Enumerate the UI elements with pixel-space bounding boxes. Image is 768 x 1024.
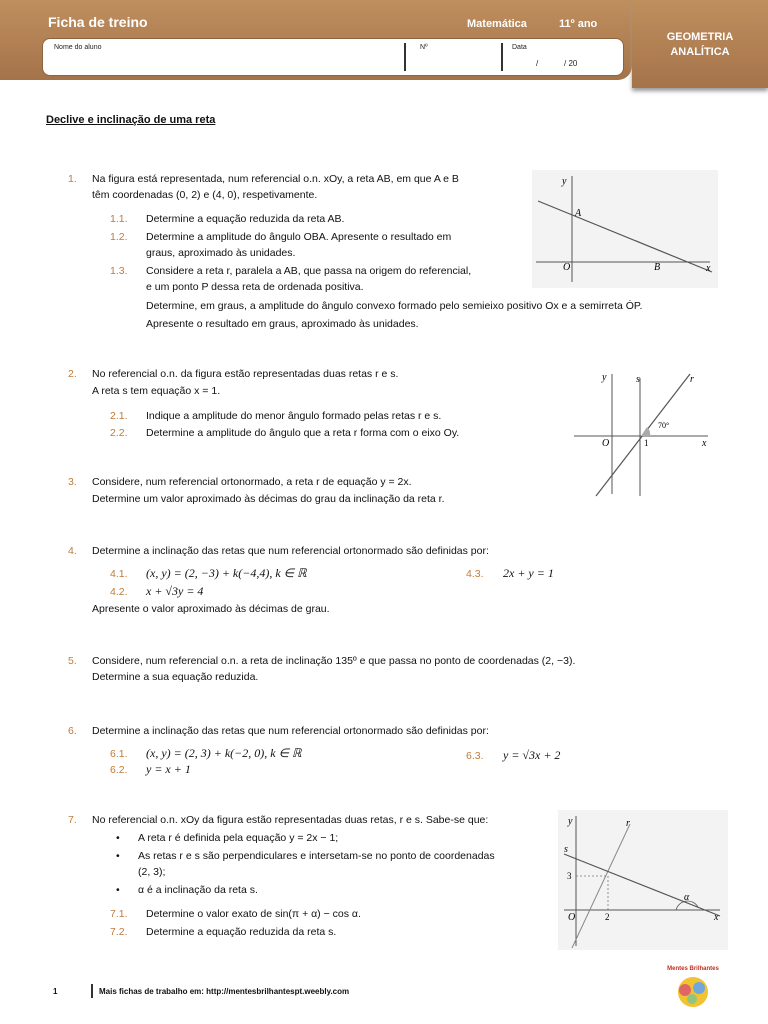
question-text: Determine a inclinação das retas que num referencial ortonormado são definidas por: [92,545,489,557]
angle-label-alpha: α [684,892,690,903]
subquestion-number: 4.2. [110,586,128,598]
subquestion-text: Determine a equação reduzida da reta s. [146,926,337,938]
subquestion-text: Determine a amplitude do ângulo OBA. Apresente o resultado em [146,231,452,243]
footer-link[interactable]: Mais fichas de trabalho em: http://mentesbrilhantespt.weebly.com [99,987,350,996]
figure-background [532,170,718,288]
topic-line1: GEOMETRIA [666,31,734,43]
logo-gear [679,984,691,996]
bullet-icon: • [116,884,120,896]
footer-separator [91,984,93,998]
origin-label: O [563,262,571,273]
subquestion-text: Determine a equação reduzida da reta AB. [146,213,345,225]
line-label-s: s [636,374,640,385]
tick-label-3: 3 [567,871,572,881]
logo-gear [693,982,705,994]
point-label-a: A [575,208,582,219]
bullet-text: As retas r e s são perpendiculares e intersetam-se no ponto de coordenadas [138,850,495,862]
question-number: 7. [68,814,77,826]
number-label: Nº [420,44,428,51]
topic-box [632,0,768,88]
question-number: 2. [68,368,77,380]
subquestion-text: Apresente o resultado em graus, aproximado às unidades. [146,318,419,330]
subquestion-text: Considere a reta r, paralela a AB, que passa na origem do referencial, [146,265,472,277]
subquestion-number: 4.3. [466,568,484,580]
date-label: Data [512,44,527,51]
subquestion-text: graus, aproximado às unidades. [146,247,296,259]
page-number: 1 [53,987,58,996]
mentes-brilhantes-logo [665,962,721,1010]
date-slash: / [536,59,539,68]
question-text: No referencial o.n. xOy da figura estão representadas duas retas, r e s. Sabe-se que: [92,814,489,826]
subquestion-text: Determine a amplitude do ângulo que a reta r forma com o eixo Oy. [146,427,460,439]
bullet-icon: • [116,832,120,844]
subquestion-number: 6.2. [110,764,128,776]
question-number: 3. [68,476,77,488]
subquestion-text: 2x + y = 1 [503,566,554,580]
question-number: 5. [68,655,77,667]
topic-line2: ANALÍTICA [670,46,730,58]
figure-q7 [558,810,728,950]
question-text: têm coordenadas (0, 2) e (4, 0), respetivamente. [92,189,318,201]
tick-label-2: 2 [605,912,610,922]
subquestion-number: 2.2. [110,427,128,439]
question-number: 1. [68,173,77,185]
bullet-text: (2, 3); [138,866,166,878]
name-label: Nome do aluno [54,44,102,51]
subquestion-text: x + √3y = 4 [146,584,204,598]
line-label-s: s [564,844,568,855]
subquestion-text: Determine o valor exato de sin(π + α) − cos α. [146,908,361,920]
subquestion-text: (x, y) = (2, 3) + k(−2, 0), k ∈ ℝ [146,746,302,760]
question-text: Considere, num referencial ortonormado, a reta r de equação y = 2x. [92,476,412,488]
question-text: Determine a inclinação das retas que num referencial ortonormado são definidas por: [92,725,489,737]
subquestion-number: 2.1. [110,410,128,422]
separator [501,43,503,71]
subquestion-number: 6.3. [466,750,484,762]
origin-label: O [602,438,610,449]
subquestion-number: 7.2. [110,926,128,938]
subquestion-number: 1.2. [110,231,128,243]
sheet-title: Ficha de treino [48,14,148,30]
subquestion-text: y = x + 1 [146,762,191,776]
bullet-text: α é a inclinação da reta s. [138,884,258,896]
line-label-r: r [690,374,694,385]
axis-label-y: y [562,176,567,187]
question-text: Apresente o valor aproximado às décimas de grau. [92,603,330,615]
subquestion-text: y = √3x + 2 [503,748,561,762]
subquestion-text: e um ponto P dessa reta de ordenada positiva. [146,281,364,293]
subquestion-number: 6.1. [110,748,128,760]
subquestion-text: Indique a amplitude do menor ângulo formado pelas retas r e s. [146,410,442,422]
subquestion-number: 4.1. [110,568,128,580]
question-text: Considere, num referencial o.n. a reta de inclinação 135º e que passa no ponto de coordenadas (2, −3). [92,655,576,667]
axis-label-x: x [714,912,719,923]
line-label-r: r [626,818,630,829]
subquestion-number: 1.1. [110,213,128,225]
score-field: / 20 [564,59,578,68]
axis-label-x: x [702,438,707,449]
bullet-icon: • [116,850,120,862]
student-info-box [42,38,624,76]
question-text: Determine um valor aproximado às décimas do grau da inclinação da reta r. [92,493,445,505]
question-text: Na figura está representada, num referencial o.n. xOy, a reta AB, em que A e B [92,173,459,185]
question-text: A reta s tem equação x = 1. [92,385,221,397]
grade-label: 11º ano [559,18,598,30]
section-title: Declive e inclinação de uma reta [46,114,216,126]
subquestion-number: 7.1. [110,908,128,920]
separator [404,43,406,71]
subquestion-text: (x, y) = (2, −3) + k(−4,4), k ∈ ℝ [146,566,307,580]
logo-text: Mentes Brilhantes [667,966,719,972]
subquestion-number: 1.3. [110,265,128,277]
question-number: 6. [68,725,77,737]
question-number: 4. [68,545,77,557]
figure-q2 [572,366,712,498]
figure-background [558,810,728,950]
angle-label: 70° [658,421,670,430]
question-text: Determine a sua equação reduzida. [92,671,259,683]
logo-gear [687,994,697,1004]
axis-label-y: y [568,816,573,827]
question-text: No referencial o.n. da figura estão representadas duas retas r e s. [92,368,399,380]
axis-label-y: y [602,372,607,383]
tick-label-1: 1 [644,438,649,448]
subject-label: Matemática [467,18,527,30]
bullet-text: A reta r é definida pela equação y = 2x − 1; [138,832,339,844]
point-label-b: B [654,262,661,273]
origin-label: O [568,912,576,923]
figure-q1 [532,170,718,288]
axis-label-x: x [706,263,711,274]
subquestion-text: Determine, em graus, a amplitude do ângulo convexo formado pelo semieixo positivo Ox e a semirreta ȮP. [146,300,643,312]
